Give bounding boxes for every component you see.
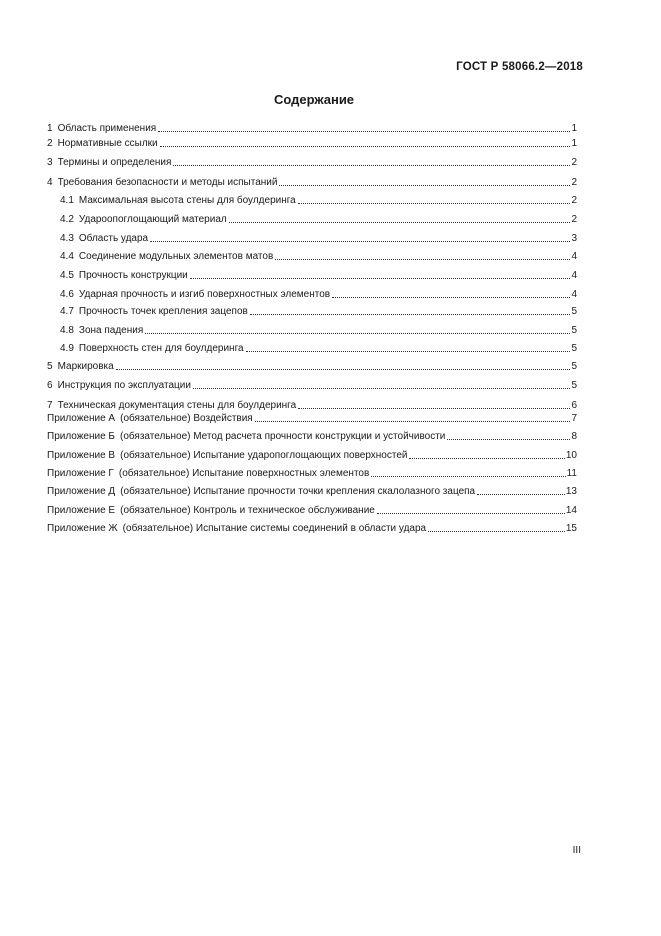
toc-entry-title: Зона падения xyxy=(78,325,144,336)
toc-entry-number: 4.1 xyxy=(60,195,74,206)
toc-entry[interactable] xyxy=(47,341,577,355)
toc-entry-title: (обязательное) Испытание системы соединений в области удара xyxy=(122,523,427,534)
toc-entry-number: Приложение Г xyxy=(47,468,114,479)
toc-entry-title: Соединение модульных элементов матов xyxy=(78,251,274,262)
toc-entry-label xyxy=(47,342,244,355)
toc-entry[interactable] xyxy=(47,304,577,318)
toc-leader-dots xyxy=(229,221,571,223)
toc-entry[interactable] xyxy=(47,155,577,169)
toc-leader-dots xyxy=(150,240,570,242)
toc-entry-title: Техническая документация стены для боулдеринга xyxy=(57,400,297,411)
toc-entry-number: 6 xyxy=(47,380,53,391)
toc-entry-title: Удароопоглощающий материал xyxy=(78,214,227,225)
toc-entry-number: Приложение Е xyxy=(47,505,116,516)
toc-entry-number: Приложение А xyxy=(47,413,116,424)
toc-entry-page: 2 xyxy=(571,157,577,168)
toc-leader-dots xyxy=(279,184,570,186)
toc-entry-label xyxy=(47,430,445,443)
toc-leader-dots xyxy=(173,164,570,166)
toc-entry-number: 7 xyxy=(47,400,53,411)
toc-entry[interactable] xyxy=(47,212,577,226)
toc-entry-title: Область применения xyxy=(57,123,157,134)
toc-entry[interactable] xyxy=(47,359,577,373)
toc-entry-label xyxy=(47,269,188,282)
toc-entry-page: 14 xyxy=(565,505,577,516)
toc-entry-page: 4 xyxy=(571,251,577,262)
toc-entry-label xyxy=(47,232,148,245)
toc-entry-label xyxy=(47,449,407,462)
toc-entry-label xyxy=(47,305,248,318)
toc-entry[interactable] xyxy=(47,136,577,150)
toc-entry-page: 4 xyxy=(571,289,577,300)
toc-leader-dots xyxy=(377,512,565,514)
toc-leader-dots xyxy=(116,368,571,370)
toc-entry-title: (обязательное) Испытание прочности точки крепления скалолазного зацепа xyxy=(120,486,476,497)
toc-entry-number: 4.4 xyxy=(60,251,74,262)
toc-leader-dots xyxy=(477,493,565,495)
toc-entry[interactable] xyxy=(47,323,577,337)
toc-entry-page: 5 xyxy=(571,306,577,317)
toc-entry[interactable] xyxy=(47,193,577,207)
toc-entry-number: 4.8 xyxy=(60,325,74,336)
toc-leader-dots xyxy=(371,475,565,477)
toc-entry[interactable] xyxy=(47,175,577,189)
toc-leader-dots xyxy=(298,407,570,409)
toc-entry-page: 2 xyxy=(571,195,577,206)
toc-entry-label xyxy=(47,213,227,226)
toc-entry-title: Область удара xyxy=(78,233,149,244)
toc-leader-dots xyxy=(158,130,570,132)
toc-leader-dots xyxy=(160,145,571,147)
toc-entry-number: Приложение Д xyxy=(47,486,116,497)
toc-entry-number: Приложение Ж xyxy=(47,523,118,534)
toc-entry[interactable] xyxy=(47,287,577,301)
toc-entry[interactable] xyxy=(47,398,577,412)
toc-entry-page: 5 xyxy=(571,325,577,336)
toc-entry-label xyxy=(47,288,330,301)
toc-entry-number: 4.2 xyxy=(60,214,74,225)
toc-entry-title: Прочность конструкции xyxy=(78,270,188,281)
toc-leader-dots xyxy=(190,277,571,279)
toc-entry-label xyxy=(47,122,156,135)
toc-entry-label xyxy=(47,522,426,535)
toc-entry[interactable] xyxy=(47,411,577,425)
toc-entry-number: 3 xyxy=(47,157,53,168)
toc-entry[interactable] xyxy=(47,231,577,245)
toc-entry-number: 5 xyxy=(47,361,53,372)
toc-entry-title: Нормативные ссылки xyxy=(57,138,158,149)
toc-entry-page: 5 xyxy=(571,343,577,354)
toc-entry-title: (обязательное) Контроль и техническое обслуживание xyxy=(120,505,375,516)
toc-entry[interactable] xyxy=(47,448,577,462)
toc-entry-title: (обязательное) Воздействия xyxy=(120,413,253,424)
toc-leader-dots xyxy=(409,457,564,459)
toc-entry-title: (обязательное) Испытание ударопоглощающих поверхностей xyxy=(120,450,408,461)
toc-entry-number: Приложение Б xyxy=(47,431,115,442)
toc-entry[interactable] xyxy=(47,503,577,517)
toc-entry[interactable] xyxy=(47,378,577,392)
toc-entry-title: Поверхность стен для боулдеринга xyxy=(78,343,244,354)
toc-entry-page: 5 xyxy=(571,361,577,372)
toc-entry-page: 1 xyxy=(571,138,577,149)
toc-entry-title: Требования безопасности и методы испытаний xyxy=(57,177,278,188)
toc-entry-label xyxy=(47,360,114,373)
toc-entry-page: 10 xyxy=(565,450,577,461)
toc-leader-dots xyxy=(447,438,570,440)
toc-entry[interactable] xyxy=(47,521,577,535)
toc-entry-title: Ударная прочность и изгиб поверхностных элементов xyxy=(78,289,331,300)
toc-leader-dots xyxy=(255,420,571,422)
toc-entry-label xyxy=(47,194,296,207)
toc-entry-title: Маркировка xyxy=(57,361,114,372)
toc-entry-page: 11 xyxy=(566,468,577,479)
toc-entry-label xyxy=(47,324,143,337)
toc-entry-number: 4.3 xyxy=(60,233,74,244)
toc-entry-label xyxy=(47,485,475,498)
toc-leader-dots xyxy=(428,530,565,532)
toc-entry-number: 2 xyxy=(47,138,53,149)
toc-entry-title: Термины и определения xyxy=(57,157,172,168)
toc-entry-page: 6 xyxy=(571,400,577,411)
toc-entry-number: 4.7 xyxy=(60,306,74,317)
toc-entry-label xyxy=(47,504,375,517)
toc-entry-title: (обязательное) Испытание поверхностных элементов xyxy=(118,468,370,479)
page-title: Содержание xyxy=(273,92,355,107)
toc-entry-page: 3 xyxy=(571,233,577,244)
toc-entry[interactable] xyxy=(47,268,577,282)
toc-entry[interactable] xyxy=(47,249,577,263)
toc-leader-dots xyxy=(145,332,570,334)
toc-entry[interactable] xyxy=(47,466,577,480)
toc-entry[interactable] xyxy=(47,484,577,498)
toc-entry-page: 1 xyxy=(571,123,577,134)
toc-entry-number: 4.6 xyxy=(60,289,74,300)
toc-entry-label xyxy=(47,250,273,263)
toc-entry-label xyxy=(47,467,369,480)
toc-entry-number: 1 xyxy=(47,123,53,134)
toc-entry-label xyxy=(47,379,191,392)
document-code: ГОСТ Р 58066.2—2018 xyxy=(456,61,583,73)
toc-entry-number: 4.9 xyxy=(60,343,74,354)
toc-entry-number: 4 xyxy=(47,177,53,188)
toc-entry-page: 7 xyxy=(571,413,577,424)
toc-entry-title: (обязательное) Метод расчета прочности конструкции и устойчивости xyxy=(120,431,446,442)
toc-entry[interactable] xyxy=(47,121,577,135)
toc-leader-dots xyxy=(193,387,571,389)
toc-entry-label xyxy=(47,176,277,189)
toc-entry-number: 4.5 xyxy=(60,270,74,281)
toc-entry-number: Приложение В xyxy=(47,450,116,461)
toc-entry-page: 5 xyxy=(571,380,577,391)
toc-entry-page: 2 xyxy=(571,177,577,188)
toc-entry-page: 4 xyxy=(571,270,577,281)
toc-entry[interactable] xyxy=(47,429,577,443)
toc-entry-page: 15 xyxy=(565,523,577,534)
toc-entry-title: Прочность точек крепления зацепов xyxy=(78,306,248,317)
toc-entry-title: Максимальная высота стены для боулдеринга xyxy=(78,195,296,206)
toc-entry-label xyxy=(47,137,158,150)
toc-entry-title: Инструкция по эксплуатации xyxy=(57,380,191,391)
toc-entry-label xyxy=(47,156,171,169)
toc-leader-dots xyxy=(332,296,570,298)
toc-leader-dots xyxy=(298,202,571,204)
toc-leader-dots xyxy=(275,258,570,260)
toc-entry-page: 13 xyxy=(565,486,577,497)
toc-entry-page: 2 xyxy=(571,214,577,225)
toc-leader-dots xyxy=(246,350,571,352)
toc-entry-page: 8 xyxy=(571,431,577,442)
toc-leader-dots xyxy=(250,313,571,315)
page-number: III xyxy=(572,845,581,856)
toc-entry-label xyxy=(47,412,253,425)
